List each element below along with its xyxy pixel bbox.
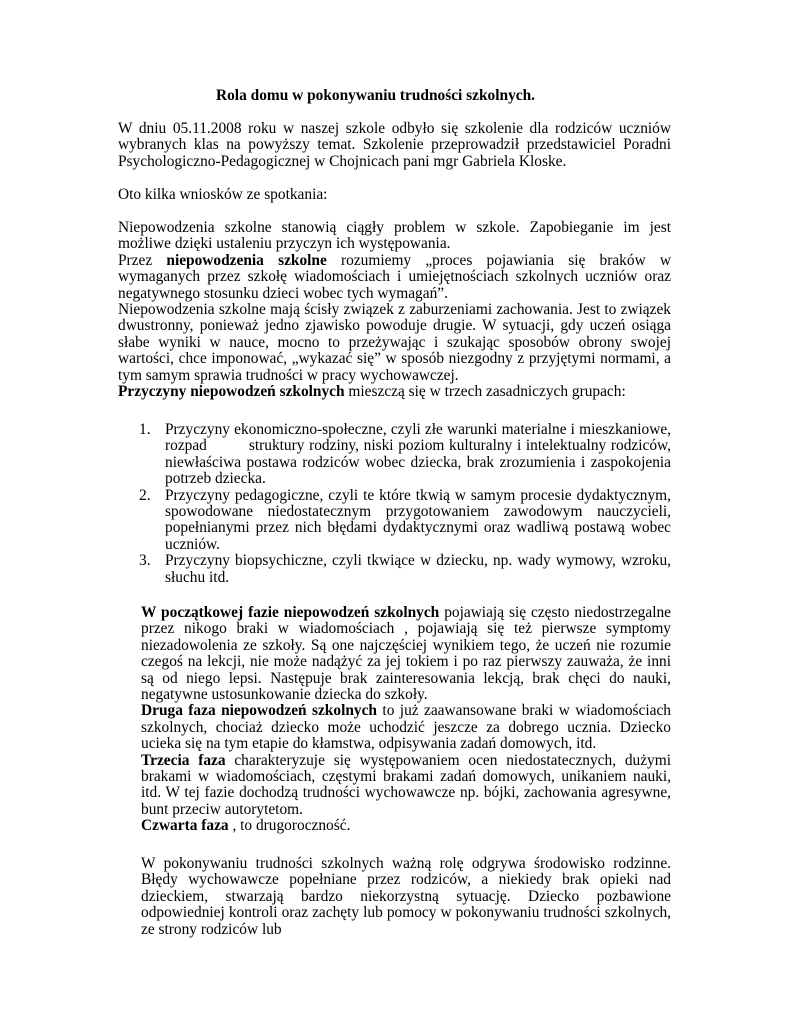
paragraph-definition [118,253,671,302]
list-item-text-cont: struktury rodziny, niski poziom kulturalny i intelektualny rodziców, niewłaściwa postawa rodziców wobec dziecka, brak zrozumienia i zaspokojenia potrzeb dziecka. [165,437,671,488]
definition-prefix: Przez [118,251,167,269]
phase-3-term: Trzecia faza [141,751,226,769]
definition-term: niepowodzenia szkolne [166,251,327,269]
list-item [118,422,671,488]
phase-1-term: W początkowej fazie niepowodzeń szkolnych [141,604,440,621]
paragraph-behavior: Niepowodzenia szkolne mają ścisły związek z zaburzeniami zachowania. Jest to związek dwustronny, ponieważ jedno zjawisko powoduje drugie. W sytuacji, gdy uczeń osiąga słabe wyniki w nauce, mocno to przeżywając i szukając sposobów obrony swojej wartości, chce imponować, „wykazać się” w sposób niezgodny z przyjętymi normami, a tym samym sprawia trudności w pracy wychowawczej. [118,301,671,384]
list-item [118,553,671,586]
causes-list [118,422,671,586]
phase-4-text: , to drugoroczność. [228,817,351,835]
phases-section [141,605,671,835]
phase-3-paragraph [141,753,671,819]
list-item-number: 2. [139,486,151,504]
conclusions-heading-text: Oto kilka wniosków ze spotkania: [118,186,328,203]
phase-4-paragraph [141,818,671,834]
phase-2-paragraph [141,703,671,752]
document-title: Rola domu w pokonywaniu trudności szkolnych. [216,87,536,104]
causes-intro-text: mieszczą się w trzech zasadniczych grupach: [344,383,626,401]
list-item-number: 1. [139,421,151,438]
phase-1-text: pojawiają się często niedostrzegalne przez nikogo braki w wiadomościach , pojawiają się też pierwsze symptomy niezadowolenia ze szkoły. Są one najczęściej wynikiem tego, że uczeń nie rozumie czegoś na lekcji, nie może nadążyć za jej tokiem i po raz pierwszy zauważa, że inni są od niego lepsi. Następuje brak zainteresowania lekcją, brak chęci do nauki, negatywne ustosunkowanie dziecka do szkoły. [141,604,671,704]
phase-4-term: Czwarta faza [141,817,229,835]
intro-text: W dniu 05.11.2008 roku w naszej szkole odbyło się szkolenie dla rodziców uczniów wybranych klas na powyższy temat. Szkolenie przeprowadził przedstawiciel Poradni Psychologiczno-Pedagogicznej w Chojnicach pani mgr Gabriela Kloske. [118,120,671,170]
family-text: W pokonywaniu trudności szkolnych ważną rolę odgrywa środowisko rodzinne. Błędy wychowawcze popełniane przez rodziców, a niekiedy brak opieki nad dzieckiem, stwarzają bardzo niekorzystną sytuację. Dziecko pozbawione odpowiedniej kontroli oraz zachęty lub pomocy w pokonywaniu trudności szkolnych, ze strony rodziców lub [141,855,671,938]
main-section [118,220,671,400]
phase-2-term: Druga faza niepowodzeń szkolnych [141,702,377,720]
conclusions-heading [118,187,671,203]
paragraph-causes-intro [118,384,671,400]
list-item [118,488,671,554]
list-item-text: Przyczyny biopsychiczne, czyli tkwiące w dziecku, np. wady wymowy, wzroku, słuchu itd. [165,552,671,586]
paragraph-prevention: Niepowodzenia szkolne stanowią ciągły problem w szkole. Zapobieganie im jest możliwe dzięki ustaleniu przyczyn ich występowania. [118,219,671,253]
causes-term: Przyczyny niepowodzeń szkolnych [118,383,345,401]
phase-2-text: to już zaawansowane braki w wiadomościach szkolnych, chociaż dziecko może uchodzić jeszcze za dobrego ucznia. Dziecko ucieka się na tym etapie do kłamstwa, odpisywania zadań domowych, itd. [141,702,672,753]
list-item-number: 3. [139,552,151,570]
intro-paragraph [118,121,671,170]
list-item-text: Przyczyny ekonomiczno-społeczne, czyli złe warunki materialne i mieszkaniowe, rozpad [165,421,671,455]
definition-text: rozumiemy „proces pojawiania się braków w wymaganych przez szkołę wiadomościach i umiejętnościach szkolnych uczniów oraz negatywnego stosunku dzieci wobec tych wymagań”. [118,251,672,302]
list-item-text: Przyczyny pedagogiczne, czyli te które tkwią w samym procesie dydaktycznym, spowodowane niedostatecznym przygotowaniem zawodowym nauczycieli, popełnianymi przez nich błędami dydaktycznymi oraz wadliwą postawą wobec uczniów. [165,486,671,553]
family-paragraph [141,856,671,938]
phase-3-text: charakteryzuje się występowaniem ocen niedostatecznych, dużymi brakami w wiadomościach, częstymi brakami zadań domowych, unikaniem nauki, itd. W tej fazie dochodzą trudności wychowawcze np. bójki, zachowania agresywne, bunt przeciw autorytetom. [141,751,671,818]
phase-1-paragraph [141,605,671,703]
